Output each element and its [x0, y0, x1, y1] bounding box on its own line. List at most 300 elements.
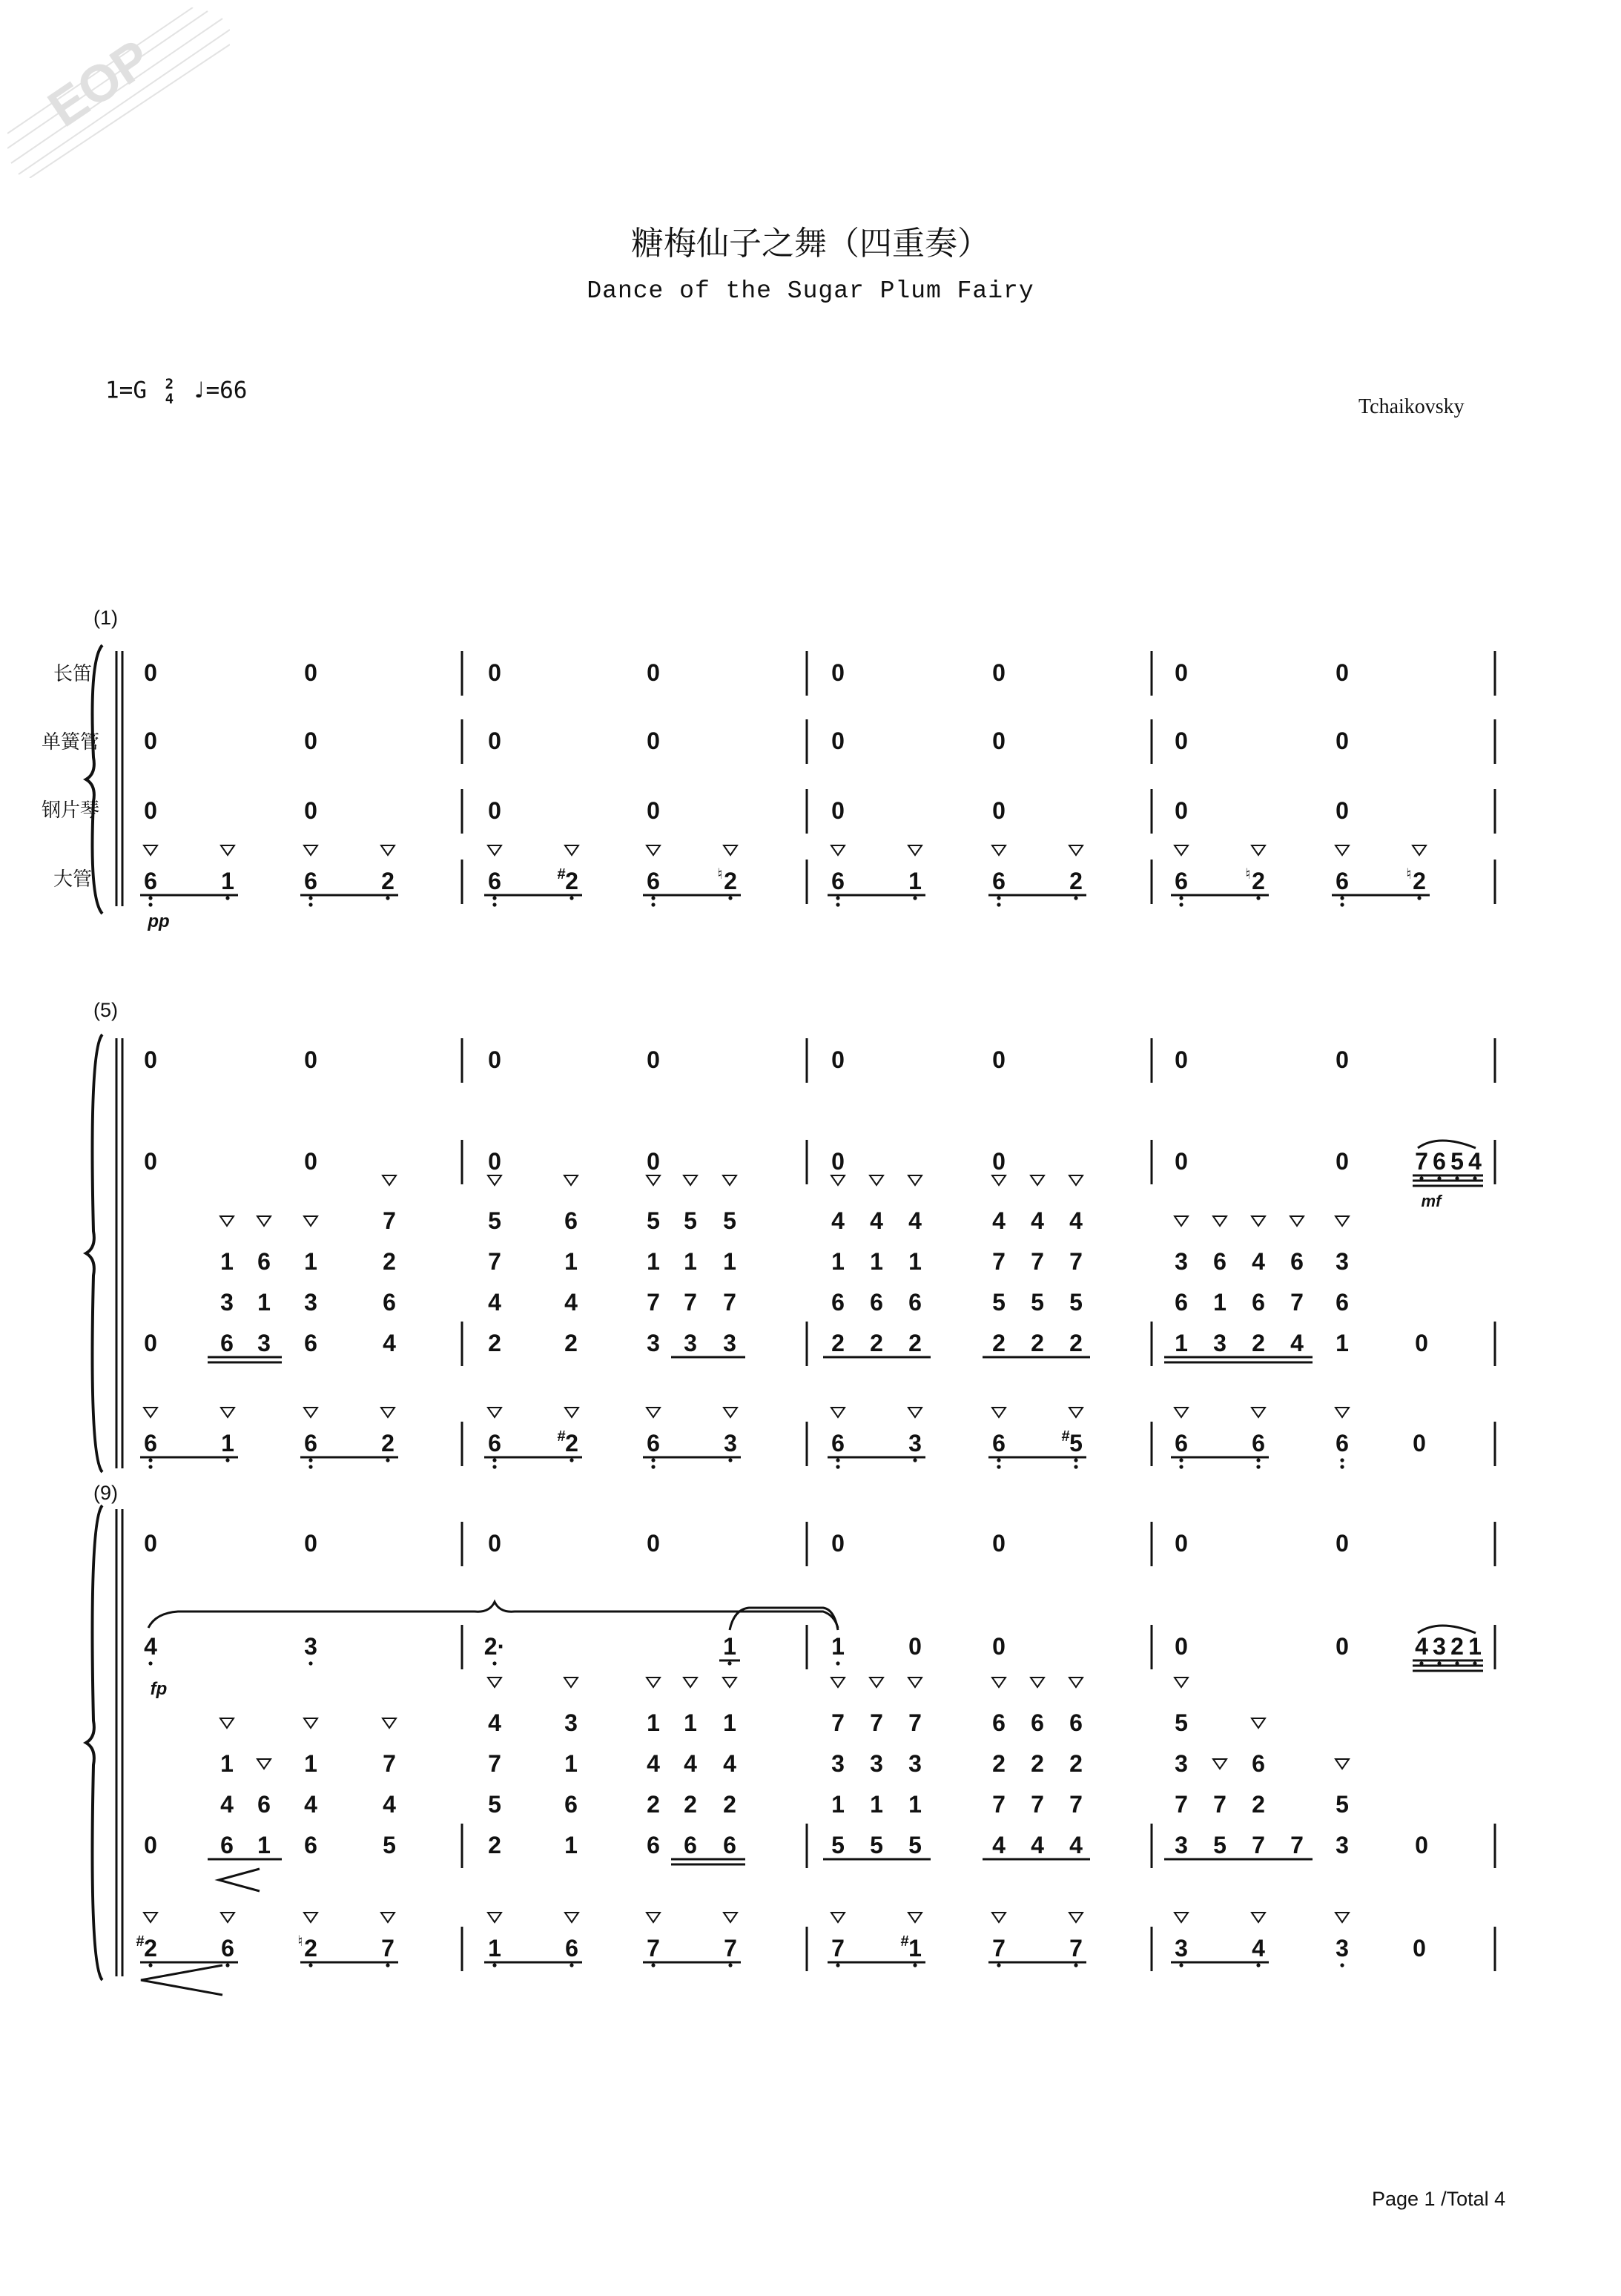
note: 4 — [383, 1791, 396, 1818]
note: 0 — [831, 1530, 845, 1557]
note: 0 — [992, 1530, 1006, 1557]
note: 0 — [647, 728, 660, 754]
staccato-mark — [144, 1913, 157, 1922]
note: 3 — [304, 1289, 317, 1316]
note: 0 — [304, 797, 317, 824]
staccato-mark — [221, 1913, 234, 1922]
staccato-mark — [831, 1678, 845, 1687]
note: 1 — [257, 1289, 271, 1316]
note: 2 — [144, 1935, 157, 1962]
staccato-mark — [488, 1913, 501, 1922]
note: 5 — [870, 1832, 883, 1858]
note: 7 — [1415, 1148, 1428, 1175]
note: 1 — [831, 1248, 845, 1275]
staccato-mark — [1336, 1913, 1349, 1922]
note: 6 — [723, 1832, 736, 1858]
note: 4 — [488, 1289, 501, 1316]
staccato-mark — [488, 1175, 501, 1185]
note: 2 — [992, 1330, 1006, 1356]
staccato-mark — [870, 1175, 883, 1185]
note: 0 — [488, 797, 501, 824]
note: 5 — [1336, 1791, 1349, 1818]
note: 6 — [1031, 1709, 1044, 1736]
note: 6 — [992, 868, 1006, 894]
note: 6 — [304, 1430, 317, 1457]
note: 3 — [1213, 1330, 1227, 1356]
octave-dot — [1417, 896, 1421, 900]
note: 2 — [831, 1330, 845, 1356]
staccato-mark — [908, 1678, 922, 1687]
staccato-mark — [1252, 1913, 1265, 1922]
octave-dot — [728, 896, 732, 900]
note: 4 — [1468, 1148, 1482, 1175]
note: 1 — [908, 1935, 922, 1962]
score-subtitle: Dance of the Sugar Plum Fairy — [587, 277, 1034, 305]
staccato-mark — [831, 1408, 845, 1417]
staccato-mark — [1336, 1408, 1349, 1417]
note: 2 — [304, 1935, 317, 1962]
note: 0 — [1336, 1148, 1349, 1175]
note: 0 — [831, 1046, 845, 1073]
staccato-mark — [992, 1175, 1006, 1185]
note: 6 — [647, 868, 660, 894]
staccato-mark — [1175, 1408, 1188, 1417]
note: 1 — [564, 1750, 578, 1777]
note: 1 — [564, 1832, 578, 1858]
note: 7 — [1031, 1248, 1044, 1275]
note: 5 — [383, 1832, 396, 1858]
note: 0 — [1336, 728, 1349, 754]
octave-dot — [308, 1458, 312, 1462]
note: 0 — [1175, 1633, 1188, 1660]
octave-dot — [1256, 1465, 1260, 1468]
note: 6 — [144, 868, 157, 894]
note: 0 — [1336, 797, 1349, 824]
note: 0 — [304, 1148, 317, 1175]
octave-dot — [148, 1465, 152, 1468]
note: 0 — [831, 1148, 845, 1175]
staccato-mark — [831, 845, 845, 855]
octave-dot — [1074, 1458, 1077, 1462]
octave-dot — [836, 896, 839, 900]
note: 5 — [831, 1832, 845, 1858]
note: 6 — [1252, 1430, 1265, 1457]
note: 6 — [1175, 1289, 1188, 1316]
note: 3 — [908, 1750, 922, 1777]
note: 4 — [488, 1709, 501, 1736]
staccato-mark — [488, 1678, 501, 1687]
note: 6 — [144, 1430, 157, 1457]
note: 6 — [831, 1430, 845, 1457]
note: 6 — [1336, 868, 1349, 894]
note: 0 — [144, 797, 157, 824]
note: 6 — [1252, 1750, 1265, 1777]
staccato-mark — [1336, 845, 1349, 855]
system-brace — [86, 1505, 102, 1980]
note: 1 — [564, 1248, 578, 1275]
staccato-mark — [908, 1913, 922, 1922]
staccato-mark — [1069, 1678, 1083, 1687]
note: 5 — [1213, 1832, 1227, 1858]
dynamic-mf: mf — [1421, 1192, 1442, 1210]
slur — [1418, 1626, 1476, 1633]
note: 4 — [870, 1207, 883, 1234]
note: 1 — [908, 1248, 922, 1275]
note: 5 — [1069, 1289, 1083, 1316]
note: 7 — [724, 1935, 737, 1962]
note: 1 — [488, 1935, 501, 1962]
system-number: (9) — [93, 1482, 118, 1504]
note: 0 — [647, 1148, 660, 1175]
note: 6 — [220, 1330, 234, 1356]
octave-dot — [1179, 1963, 1183, 1967]
system-number: (5) — [93, 999, 118, 1021]
note: 0 — [992, 1046, 1006, 1073]
note: 7 — [1069, 1791, 1083, 1818]
note: 4 — [1252, 1935, 1265, 1962]
staccato-mark — [304, 1408, 317, 1417]
note: 0 — [1175, 728, 1188, 754]
staccato-mark — [870, 1678, 883, 1687]
staccato-mark — [992, 1408, 1006, 1417]
note: 2 — [1031, 1330, 1044, 1356]
note: 6 — [383, 1289, 396, 1316]
note: 7 — [908, 1709, 922, 1736]
note: 1 — [220, 1248, 234, 1275]
staccato-mark — [1031, 1175, 1044, 1185]
octave-dot — [225, 896, 229, 900]
note: 1 — [1175, 1330, 1188, 1356]
note: 6 — [647, 1430, 660, 1457]
staccato-mark — [257, 1216, 271, 1226]
staccato-mark — [724, 1913, 737, 1922]
note: 0 — [647, 797, 660, 824]
note: 6 — [564, 1207, 578, 1234]
note: 6 — [221, 1935, 234, 1962]
note: 7 — [383, 1750, 396, 1777]
octave-dot — [1074, 1963, 1077, 1967]
accidental: # — [557, 866, 566, 883]
note: 3 — [647, 1330, 660, 1356]
note: 0 — [1415, 1330, 1428, 1356]
octave-dot — [148, 903, 152, 906]
note: 0 — [992, 797, 1006, 824]
staccato-mark — [1069, 1175, 1083, 1185]
dynamic-fp: fp — [150, 1679, 168, 1699]
accidental: ♮ — [297, 1933, 303, 1950]
note: 1 — [1336, 1330, 1349, 1356]
note: 0 — [831, 797, 845, 824]
staccato-mark — [1175, 1678, 1188, 1687]
note: 0 — [144, 728, 157, 754]
note: 6 — [565, 1935, 578, 1962]
staccato-mark — [1069, 1408, 1083, 1417]
staccato-mark — [647, 1175, 660, 1185]
staccato-mark — [564, 1678, 578, 1687]
octave-dot — [386, 1963, 389, 1967]
note: 2 — [1069, 1330, 1083, 1356]
staccato-mark — [831, 1175, 845, 1185]
system-number: (1) — [93, 607, 118, 629]
octave-dot — [492, 1661, 496, 1665]
note: 1 — [831, 1791, 845, 1818]
note: 2 — [1450, 1633, 1464, 1660]
staccato-mark — [724, 845, 737, 855]
note: 3 — [724, 1430, 737, 1457]
page-footer: Page 1 /Total 4 — [1372, 2188, 1506, 2210]
note: 6 — [1252, 1289, 1265, 1316]
note: 2 — [565, 868, 578, 894]
octave-dot — [997, 1458, 1000, 1462]
note: 0 — [831, 659, 845, 686]
note: 0 — [488, 1530, 501, 1557]
note: 2 — [724, 868, 737, 894]
note: 0 — [647, 1046, 660, 1073]
instrument-label-bassoon: 大管 — [53, 868, 92, 890]
accidental: ♮ — [717, 866, 723, 883]
octave-dot — [308, 1661, 312, 1665]
staccato-mark — [1252, 845, 1265, 855]
note: 7 — [1290, 1289, 1304, 1316]
note: 5 — [1450, 1148, 1464, 1175]
crescendo-hairpin — [141, 1965, 222, 1995]
staccato-mark — [1252, 1718, 1265, 1728]
note: 1 — [647, 1248, 660, 1275]
octave-dot — [1074, 1465, 1077, 1468]
note: 4 — [1031, 1207, 1044, 1234]
octave-dot — [148, 1963, 152, 1967]
octave-dot — [913, 896, 917, 900]
note: 7 — [1069, 1935, 1083, 1962]
note: 7 — [1213, 1791, 1227, 1818]
staccato-mark — [488, 845, 501, 855]
octave-dot — [148, 896, 152, 900]
dynamic-pp: pp — [148, 911, 170, 931]
note: 7 — [992, 1791, 1006, 1818]
staccato-mark — [304, 845, 317, 855]
note: 6 — [1213, 1248, 1227, 1275]
staccato-mark — [565, 1913, 578, 1922]
note: 4 — [992, 1207, 1006, 1234]
note: 0 — [144, 1330, 157, 1356]
note: 6 — [870, 1289, 883, 1316]
instrument-label-flute: 长笛 — [53, 662, 92, 684]
note: 7 — [488, 1248, 501, 1275]
note: 3 — [1175, 1832, 1188, 1858]
note: 2 — [1413, 868, 1426, 894]
note: 5 — [908, 1832, 922, 1858]
note: 4 — [831, 1207, 845, 1234]
accidental: ♮ — [1245, 866, 1251, 883]
note: 2 — [684, 1791, 697, 1818]
octave-dot — [1179, 903, 1183, 906]
instrument-label-celesta: 钢片琴 — [41, 799, 99, 821]
slur — [1418, 1141, 1476, 1148]
staccato-mark — [381, 1408, 394, 1417]
note: 0 — [304, 659, 317, 686]
octave-dot — [997, 1465, 1000, 1468]
octave-dot — [651, 1465, 655, 1468]
note: 7 — [647, 1935, 660, 1962]
note: 7 — [1252, 1832, 1265, 1858]
octave-dot — [148, 1458, 152, 1462]
octave-dot — [1340, 903, 1344, 906]
note: 4 — [1031, 1832, 1044, 1858]
note: 7 — [381, 1935, 394, 1962]
note: 4 — [564, 1289, 578, 1316]
note: 6 — [304, 1330, 317, 1356]
note: 3 — [1175, 1935, 1188, 1962]
octave-dot — [651, 896, 655, 900]
note: 3 — [1336, 1248, 1349, 1275]
staccato-mark — [304, 1718, 317, 1728]
octave-dot — [492, 903, 496, 906]
staccato-mark — [1213, 1759, 1227, 1769]
note: 1 — [723, 1248, 736, 1275]
note: 0 — [144, 659, 157, 686]
accidental: # — [1061, 1428, 1070, 1445]
octave-dot — [913, 1458, 917, 1462]
note: 7 — [1175, 1791, 1188, 1818]
note: 7 — [488, 1750, 501, 1777]
note: 6 — [684, 1832, 697, 1858]
staccato-mark — [565, 845, 578, 855]
staccato-mark — [992, 1678, 1006, 1687]
octave-dot — [148, 1661, 152, 1665]
staccato-mark — [221, 1408, 234, 1417]
note: 6 — [257, 1791, 271, 1818]
note: 2 — [1031, 1750, 1044, 1777]
staccato-mark — [724, 1408, 737, 1417]
note: 0 — [992, 659, 1006, 686]
note: 0 — [304, 728, 317, 754]
octave-dot — [1256, 1458, 1260, 1462]
note: 3 — [684, 1330, 697, 1356]
staccato-mark — [144, 1408, 157, 1417]
note: 2 — [1252, 1330, 1265, 1356]
octave-dot — [913, 1963, 917, 1967]
svg-text:EOP: EOP — [38, 28, 162, 138]
note: 0 — [488, 728, 501, 754]
note: 2 — [383, 1248, 396, 1275]
note: 6 — [220, 1832, 234, 1858]
staccato-mark — [647, 1913, 660, 1922]
instrument-label-clarinet: 单簧管 — [41, 730, 99, 753]
note: 4 — [723, 1750, 736, 1777]
staccato-mark — [1069, 1913, 1083, 1922]
octave-dot — [225, 1963, 229, 1967]
staccato-mark — [1252, 1408, 1265, 1417]
note: 0 — [992, 1633, 1006, 1660]
note: 1 — [304, 1248, 317, 1275]
note: 6 — [564, 1791, 578, 1818]
note: 2 — [1252, 1791, 1265, 1818]
note: 6 — [1175, 1430, 1188, 1457]
note: 6 — [1336, 1289, 1349, 1316]
note: 1 — [723, 1633, 736, 1660]
octave-dot — [997, 903, 1000, 906]
octave-dot — [836, 903, 839, 906]
note: 3 — [831, 1750, 845, 1777]
note: 3 — [1175, 1248, 1188, 1275]
note: 1 — [831, 1633, 845, 1660]
note: 6 — [831, 868, 845, 894]
octave-dot — [1340, 1465, 1344, 1468]
note: 0 — [1336, 1046, 1349, 1073]
note: 6 — [1290, 1248, 1304, 1275]
note: 0 — [1415, 1832, 1428, 1858]
staccato-mark — [1175, 1913, 1188, 1922]
note: 0 — [1175, 1148, 1188, 1175]
note: 2· — [483, 1633, 506, 1660]
octave-dot — [1179, 896, 1183, 900]
note: 0 — [488, 1046, 501, 1073]
note: 0 — [144, 1148, 157, 1175]
note: 7 — [383, 1207, 396, 1234]
note: 5 — [723, 1207, 736, 1234]
staccato-mark — [488, 1408, 501, 1417]
octave-dot — [386, 1458, 389, 1462]
note: 3 — [564, 1709, 578, 1736]
note: 1 — [908, 1791, 922, 1818]
note: 6 — [1175, 868, 1188, 894]
note: 2 — [564, 1330, 578, 1356]
note: 0 — [1175, 659, 1188, 686]
system-brace — [86, 645, 102, 914]
note: 1 — [221, 868, 234, 894]
note: 3 — [870, 1750, 883, 1777]
staccato-mark — [908, 1408, 922, 1417]
accidental: # — [136, 1933, 145, 1950]
accidental: # — [900, 1933, 909, 1950]
note: 7 — [684, 1289, 697, 1316]
note: 4 — [1415, 1633, 1428, 1660]
note: 1 — [908, 868, 922, 894]
octave-dot — [1179, 1458, 1183, 1462]
note: 7 — [647, 1289, 660, 1316]
note: 0 — [992, 728, 1006, 754]
staccato-mark — [1290, 1216, 1304, 1226]
note: 4 — [647, 1750, 660, 1777]
note: 6 — [908, 1289, 922, 1316]
note: 0 — [144, 1530, 157, 1557]
note: 4 — [220, 1791, 234, 1818]
note: 2 — [908, 1330, 922, 1356]
staccato-mark — [684, 1175, 697, 1185]
octave-dot — [386, 896, 389, 900]
note: 6 — [304, 868, 317, 894]
note: 0 — [1175, 1046, 1188, 1073]
note: 1 — [1468, 1633, 1482, 1660]
note: 0 — [304, 1530, 317, 1557]
octave-dot — [836, 1465, 839, 1468]
note: 0 — [1175, 797, 1188, 824]
octave-dot — [492, 1963, 496, 1967]
note: 3 — [220, 1289, 234, 1316]
note: 2 — [1069, 868, 1083, 894]
octave-dot — [308, 903, 312, 906]
staccato-mark — [647, 845, 660, 855]
octave-dot — [651, 1458, 655, 1462]
octave-dot — [1340, 1963, 1344, 1967]
composer: Tchaikovsky — [1358, 395, 1465, 418]
crescendo-hairpin — [219, 1869, 260, 1891]
note: 1 — [257, 1832, 271, 1858]
note: 2 — [488, 1832, 501, 1858]
octave-dot — [997, 1963, 1000, 1967]
note: 4 — [684, 1750, 697, 1777]
note: 3 — [723, 1330, 736, 1356]
